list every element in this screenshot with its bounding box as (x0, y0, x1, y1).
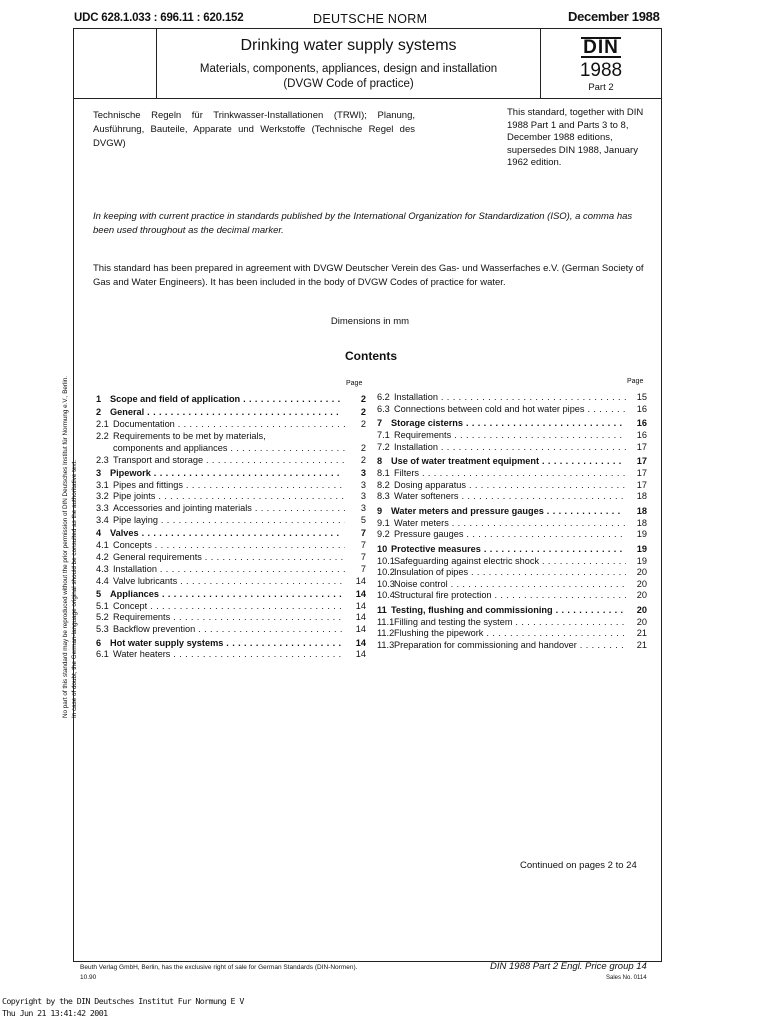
page-column-label-right: Page (627, 378, 644, 385)
toc-title: Preparation for commissioning and handover . . . (394, 639, 626, 651)
toc-entry (96, 600, 366, 612)
toc-title: Appliances . . . (110, 588, 342, 600)
toc-number: 7.1 (377, 430, 390, 440)
toc-page: 14 (355, 588, 366, 599)
toc-number: 10.4 (377, 590, 395, 601)
toc-title: Pipe joints . . . (113, 490, 345, 502)
din-number: 1988 (579, 60, 623, 81)
toc-entry (377, 528, 647, 540)
toc-title: Connections between cold and hot water pipes . . . (394, 403, 626, 415)
toc-number: 11.2 (377, 628, 395, 639)
contents-heading: Contents (345, 349, 397, 363)
toc-page: 16 (636, 418, 647, 429)
copyright-line: Copyright by the DIN Deutsches Institut Fur Normung E V (2, 996, 244, 1006)
toc-title: Documentation . . . (113, 418, 345, 430)
toc-page: 14 (355, 575, 366, 586)
toc-entry (96, 502, 366, 514)
footer-publisher (80, 963, 357, 983)
toc-number: 11.3 (377, 640, 395, 650)
toc-entry (96, 514, 366, 526)
toc-page: 14 (355, 637, 366, 648)
toc-number: 10 (377, 544, 388, 554)
toc-number: 8 (377, 456, 383, 467)
toc-number: 11.1 (377, 616, 395, 627)
din-part: Part 2 (588, 82, 614, 93)
toc-title: Protective measures . . . (391, 543, 623, 555)
toc-number: 10.1 (377, 555, 395, 566)
toc-page: 3 (360, 479, 366, 490)
toc-entry (96, 648, 366, 660)
toc-title: Use of water treatment equipment . . . (391, 455, 623, 467)
toc-title: Transport and storage . . . (113, 454, 345, 466)
toc-title: Insulation of pipes . . . (394, 566, 626, 578)
edition-date: December 1988 (568, 9, 660, 24)
document-subtitle (157, 62, 540, 92)
toc-number: 8.1 (377, 468, 390, 478)
toc-number: 6.1 (96, 649, 109, 660)
toc-page: 2 (360, 454, 366, 465)
toc-page: 16 (636, 403, 647, 414)
toc-page: 14 (355, 600, 366, 611)
toc-title: Water heaters . . . (113, 648, 345, 660)
toc-title: Dosing apparatus . . . (394, 479, 626, 491)
toc-page: 19 (636, 544, 647, 554)
din-logo (570, 37, 632, 59)
toc-entry (377, 627, 647, 639)
toc-title: Valve lubricants . . . (113, 575, 345, 587)
toc-page: 7 (360, 551, 366, 562)
toc-number: 1 (96, 394, 102, 404)
toc-title: Noise control . . . (394, 578, 626, 590)
toc-title: Water softeners . . . (394, 490, 626, 502)
document-title: Drinking water supply systems (240, 37, 457, 54)
toc-number: 2.1 (96, 419, 109, 430)
toc-page: 15 (636, 392, 647, 402)
toc-title: Water meters . . . (394, 517, 626, 529)
toc-entry (96, 563, 366, 575)
toc-title: Filters . . . (394, 467, 626, 479)
toc-number: 5.2 (96, 612, 109, 623)
toc-title: Filling and testing the system . . . (394, 616, 626, 628)
toc-title: Installation . . . (394, 441, 626, 453)
toc-title: Pipe laying . . . (113, 514, 345, 526)
footer-code: 10.90 (80, 974, 97, 981)
publisher-text: Beuth Verlag GmbH, Berlin, has the exclusive right of sale for German Standards (DIN-Normen). (80, 964, 358, 971)
toc-page: 17 (636, 441, 647, 452)
toc-page: 14 (355, 649, 366, 660)
toc-number: 4 (96, 528, 102, 539)
toc-title: Flushing the pipework . . . (394, 627, 626, 639)
toc-page: 14 (355, 624, 366, 635)
toc-number: 3.1 (96, 479, 109, 490)
toc-section-entry (96, 527, 366, 539)
german-title: Technische Regeln für Trinkwasser-Installationen (TRWI); Planung, Ausführung, Bauteile, Apparate und Werkstoffe (Technische Regel des DVGW) (93, 110, 415, 149)
toc-number: 3.2 (96, 491, 109, 502)
toc-page: 20 (636, 605, 647, 616)
toc-title: components and appliances . . . (113, 442, 345, 454)
toc-entry (96, 611, 366, 623)
toc-page: 2 (360, 407, 366, 418)
toc-entry (377, 403, 647, 415)
timestamp-line: Thu Jun 21 13:41:42 2001 (2, 1008, 108, 1018)
toc-section-entry (377, 455, 647, 467)
toc-title: Installation . . . (394, 391, 626, 403)
toc-entry (96, 539, 366, 551)
toc-number: 4.1 (96, 540, 109, 551)
toc-number: 3.3 (96, 503, 109, 514)
supersedes-note: This standard, together with DIN 1988 Part 1 and Parts 3 to 8, December 1988 editions, supersedes DIN 1988, January 1962 edition. (507, 107, 644, 168)
toc-number: 6.2 (377, 392, 390, 402)
udc-code: UDC 628.1.033 : 696.11 : 620.152 (74, 12, 244, 24)
footer-reference: DIN 1988 Part 2 Engl. Price group 14 (490, 961, 647, 972)
toc-page: 16 (636, 430, 647, 440)
toc-entry (377, 555, 647, 567)
toc-page: 20 (636, 616, 647, 627)
toc-title: Installation . . . (113, 563, 345, 575)
toc-number: 8.2 (377, 479, 390, 490)
toc-section-entry (377, 543, 647, 555)
toc-page: 7 (360, 528, 366, 539)
reproduction-notice: No part of this standard may be reproduced without the prior permission of DIN Deutsches Institut für Normung e.V., Berlin. (62, 375, 69, 718)
toc-entry (96, 442, 366, 454)
toc-page: 2 (360, 442, 366, 453)
toc-page: 17 (636, 468, 647, 478)
toc-entry (377, 441, 647, 453)
toc-entry (96, 623, 366, 635)
toc-number: 4.4 (96, 575, 109, 586)
toc-page: 17 (636, 479, 647, 490)
toc-page: 5 (360, 515, 366, 525)
toc-page: 3 (360, 491, 366, 502)
toc-entry (377, 578, 647, 590)
toc-title: Scope and field of application . . . (110, 393, 342, 405)
toc-entry (96, 418, 366, 430)
toc-title: Concepts . . . (113, 539, 345, 551)
toc-page: 2 (360, 419, 366, 430)
toc-number: 4.3 (96, 563, 109, 574)
toc-section-entry (96, 588, 366, 600)
continued-note: Continued on pages 2 to 24 (520, 860, 637, 871)
toc-number: 9 (377, 506, 383, 516)
toc-page: 14 (355, 612, 366, 623)
toc-entry (96, 430, 366, 442)
toc-entry (377, 517, 647, 529)
toc-page: 18 (636, 491, 647, 502)
toc-number: 6.3 (377, 403, 390, 414)
authoritative-text-notice: In case of doubt, the German-language original should be consulted as the authoritative text. (71, 460, 78, 718)
toc-number: 4.2 (96, 551, 109, 562)
toc-title: Safeguarding against electric shock . . . (394, 555, 626, 567)
toc-section-entry (377, 417, 647, 429)
toc-title: General . . . (110, 406, 342, 418)
title-divider-right (540, 28, 541, 99)
toc-entry (377, 391, 647, 403)
toc-title: Requirements . . . (113, 611, 345, 623)
page-column-label-left: Page (346, 380, 363, 387)
toc-page: 18 (636, 517, 647, 528)
toc-title: Hot water supply systems . . . (110, 637, 342, 649)
toc-page: 20 (636, 578, 647, 589)
toc-number: 2.2 (96, 430, 109, 441)
toc-number: 5.3 (96, 624, 109, 635)
toc-number: 7.2 (377, 441, 390, 452)
toc-number: 2 (96, 407, 102, 418)
norm-label: DEUTSCHE NORM (313, 12, 428, 26)
toc-entry (377, 479, 647, 491)
toc-page: 19 (636, 555, 647, 566)
subtitle-line-2: (DVGW Code of practice) (283, 78, 414, 90)
toc-page: 21 (636, 628, 647, 639)
sales-number: Sales No. 0114 (606, 975, 647, 981)
toc-title: Accessories and jointing materials . . . (113, 502, 345, 514)
decimal-marker-note: In keeping with current practice in standards published by the International Organization for Standardization (ISO), a comma has been used throughout as the decimal marker. (93, 211, 633, 236)
toc-title: General requirements . . . (113, 551, 345, 563)
toc-number: 9.2 (377, 529, 390, 540)
din-logo-text: DIN (583, 37, 619, 58)
toc-number: 6 (96, 637, 102, 648)
toc-title: Valves . . . (110, 527, 342, 539)
subtitle-line-1: Materials, components, appliances, design and installation (199, 63, 498, 75)
toc-title: Water meters and pressure gauges . . . (391, 505, 623, 517)
toc-entry (377, 429, 647, 441)
toc-entry (377, 467, 647, 479)
toc-title: Pressure gauges . . . (394, 528, 626, 540)
toc-title: Backflow prevention . . . (113, 623, 345, 635)
toc-entry (96, 479, 366, 491)
toc-number: 3.4 (96, 515, 109, 525)
copyright-stamp (2, 995, 244, 1019)
toc-entry (96, 575, 366, 587)
toc-page: 21 (636, 640, 647, 650)
toc-number: 5.1 (96, 600, 109, 611)
toc-entry (377, 566, 647, 578)
toc-entry (377, 616, 647, 628)
toc-number: 8.3 (377, 491, 390, 502)
toc-page: 18 (636, 506, 647, 516)
toc-page: 2 (360, 394, 366, 404)
toc-entry (377, 490, 647, 502)
toc-number: 9.1 (377, 517, 390, 528)
toc-page: 20 (636, 567, 647, 578)
toc-number: 5 (96, 588, 102, 599)
toc-number: 11 (377, 605, 387, 616)
toc-title: Requirements . . . (394, 429, 626, 441)
toc-title: Storage cisterns . . . (391, 417, 623, 429)
toc-page: 3 (360, 467, 366, 478)
toc-section-entry (377, 505, 647, 517)
toc-section-entry (96, 637, 366, 649)
toc-section-entry (96, 467, 366, 479)
toc-title: Requirements to be met by materials, (113, 430, 266, 441)
preparation-note: This standard has been prepared in agreement with DVGW Deutscher Verein des Gas- und Wasserfaches e.V. (German Society of Gas and Water Engineers). It has been included in the body of DVGW Codes of practice for water. (93, 263, 644, 288)
toc-page: 20 (636, 590, 647, 601)
toc-page: 7 (360, 563, 366, 574)
toc-entry (377, 589, 647, 601)
toc-number: 10.2 (377, 567, 395, 578)
toc-title: Concept . . . (113, 600, 345, 612)
dimensions-note: Dimensions in mm (330, 316, 410, 327)
toc-title: Testing, flushing and commissioning . . . (391, 604, 623, 616)
toc-number: 3 (96, 467, 102, 478)
toc-title: Pipes and fittings . . . (113, 479, 345, 491)
toc-page: 7 (360, 540, 366, 551)
toc-page: 3 (360, 503, 366, 514)
toc-entry (377, 639, 647, 651)
toc-title: Structural fire protection . . . (394, 589, 626, 601)
toc-page: 19 (636, 529, 647, 540)
toc-entry (96, 490, 366, 502)
toc-number: 10.3 (377, 578, 395, 589)
toc-entry (96, 551, 366, 563)
toc-entry (96, 454, 366, 466)
toc-section-entry (96, 406, 366, 418)
toc-number: 2.3 (96, 454, 109, 465)
toc-page: 17 (636, 456, 647, 467)
toc-title: Pipework . . . (110, 467, 342, 479)
toc-section-entry (96, 393, 366, 405)
toc-number: 7 (377, 418, 383, 429)
toc-section-entry (377, 604, 647, 616)
